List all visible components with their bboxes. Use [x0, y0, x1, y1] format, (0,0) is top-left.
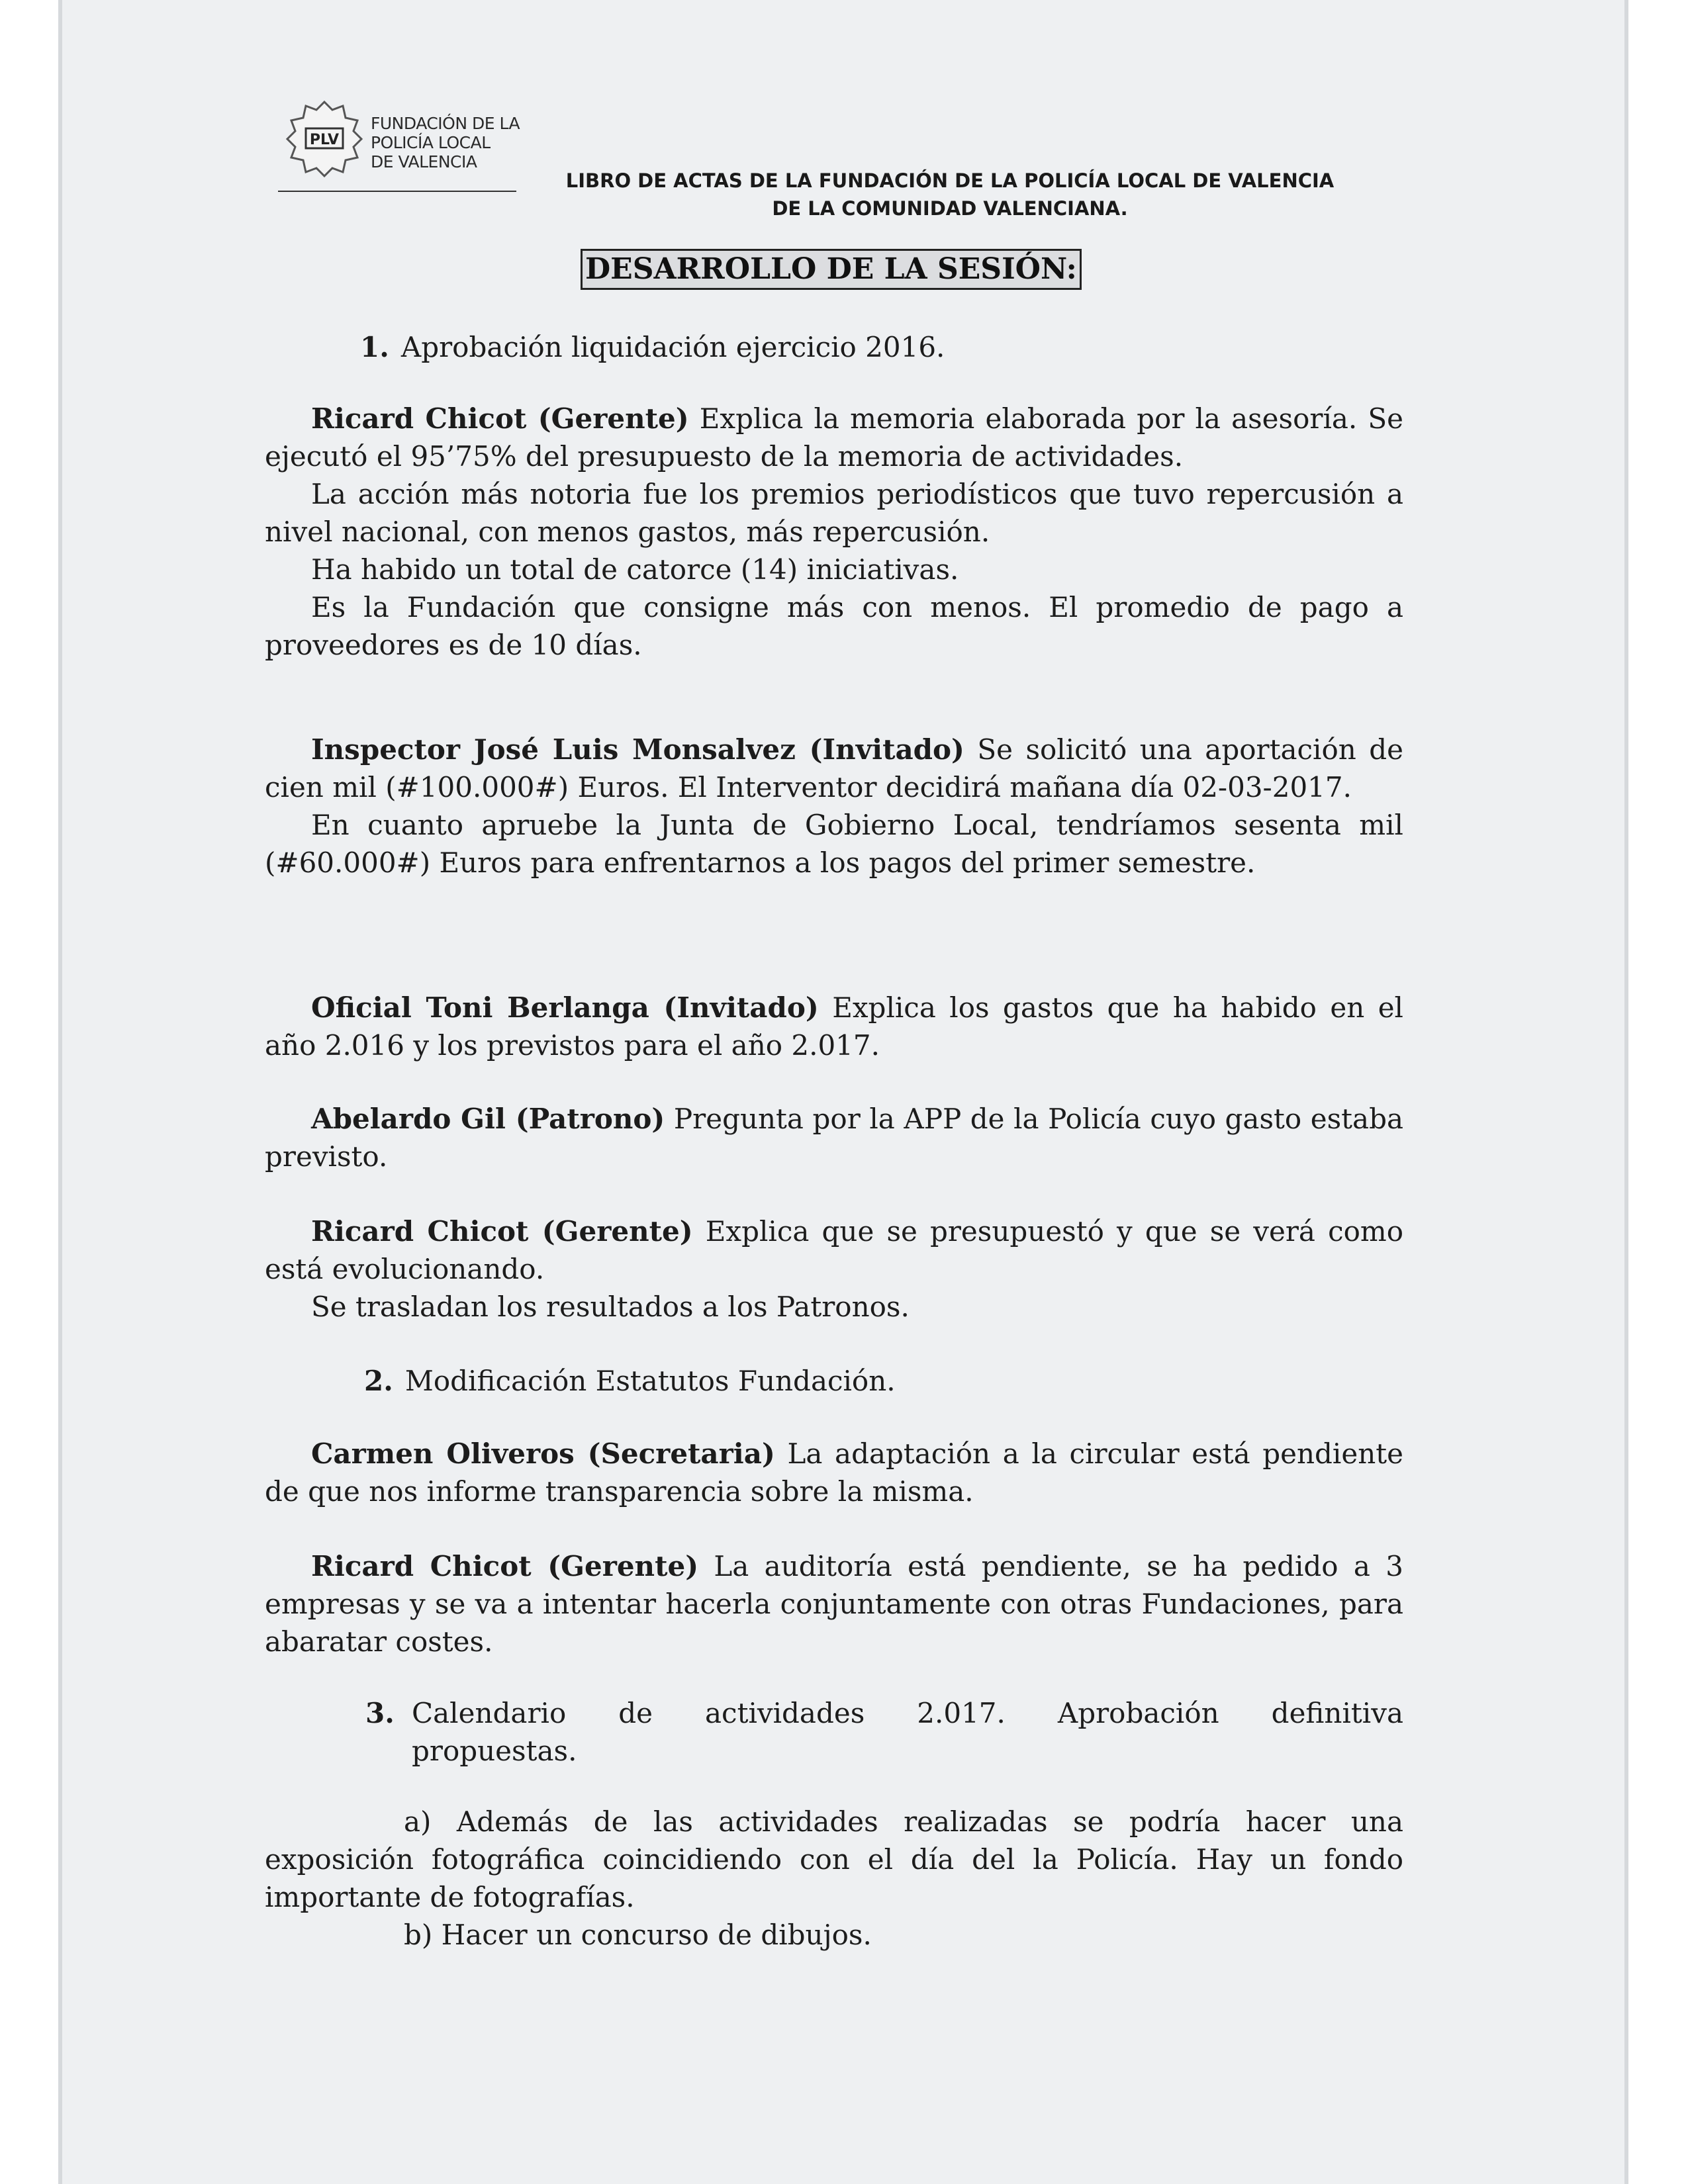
item-number: 1. [360, 331, 389, 363]
speaker-name: Oficial Toni Berlanga (Invitado) [311, 991, 819, 1024]
paragraph-text: Explica los gastos que ha habido en el año 2.016 y los previstos para el año 2.017. [265, 991, 1403, 1062]
list-item [265, 1916, 1403, 1954]
agenda-item-3-title: Calendario de actividades 2.017. Aprobación definitiva [412, 1697, 1403, 1729]
paragraph-chicot-3 [265, 1547, 1403, 1661]
paragraph-text: Se solicitó una aportación de cien mil (#100.000#) Euros. El Interventor decidirá mañana día 02-03-2017. [265, 733, 1403, 803]
paragraph-monsalvez [265, 731, 1403, 882]
paragraph-text: Se trasladan los resultados a los Patronos. [311, 1291, 910, 1323]
speaker-name: Ricard Chicot (Gerente) [311, 402, 689, 435]
agenda-item-2 [364, 1362, 896, 1400]
foundation-logo [285, 99, 364, 179]
paragraph-chicot-1 [265, 400, 1403, 664]
list-text: Además de las actividades realizadas se podría hacer una exposición fotográfica coincidiendo con el día del la Policía. Hay un fondo importante de fotografías. [265, 1805, 1403, 1913]
section-heading: DESARROLLO DE LA SESIÓN: [581, 249, 1082, 290]
book-title-line: DE LA COMUNIDAD VALENCIANA. [772, 197, 1128, 220]
proposal-list [265, 1803, 1403, 1954]
paragraph-text: La adaptación a la circular está pendiente de que nos informe transparencia sobre la misma. [265, 1437, 1403, 1508]
org-name-line: FUNDACIÓN DE LA [371, 114, 520, 133]
item-title: Modificación Estatutos Fundación. [404, 1365, 896, 1397]
speaker-name: Ricard Chicot (Gerente) [311, 1215, 693, 1248]
organization-name [371, 114, 520, 171]
paragraph-text: La acción más notoria fue los premios periodísticos que tuvo repercusión a nivel nacional, con menos gastos, más repercusión. [265, 478, 1403, 548]
header-divider [278, 191, 516, 192]
agenda-item-3-number [365, 1694, 406, 1732]
item-number: 3. [365, 1697, 395, 1729]
list-text: Hacer un concurso de dibujos. [441, 1919, 872, 1951]
speaker-name: Ricard Chicot (Gerente) [311, 1550, 699, 1582]
paragraph-gil [265, 1100, 1403, 1175]
speaker-name: Carmen Oliveros (Secretaria) [311, 1437, 775, 1470]
book-title-line: LIBRO DE ACTAS DE LA FUNDACIÓN DE LA POLICÍA LOCAL DE VALENCIA [565, 169, 1335, 192]
scan-edge-right [1624, 0, 1628, 2184]
org-name-line: POLICÍA LOCAL [371, 133, 491, 152]
agenda-item-1 [360, 328, 945, 366]
list-label: a) [404, 1805, 432, 1838]
paragraph-text: Ha habido un total de catorce (14) iniciativas. [311, 553, 959, 586]
speaker-name: Inspector José Luis Monsalvez (Invitado) [311, 733, 964, 766]
book-title [490, 167, 1410, 222]
item-title: Aprobación liquidación ejercicio 2016. [400, 331, 945, 363]
paragraph-text: En cuanto apruebe la Junta de Gobierno Local, tendríamos sesenta mil (#60.000#) Euros para enfrentarnos a los pagos del primer semestre. [265, 809, 1403, 879]
paragraph-text: Pregunta por la APP de la Policía cuyo gasto estaba previsto. [265, 1103, 1403, 1173]
list-item [265, 1803, 1403, 1916]
paragraph-text: Es la Fundación que consigne más con menos. El promedio de pago a proveedores es de 10 días. [265, 591, 1403, 661]
speaker-name: Abelardo Gil (Patrono) [311, 1103, 665, 1135]
logo-text: PLV [309, 132, 340, 148]
paragraph-text: La auditoría está pendiente, se ha pedido a 3 empresas y se va a intentar hacerla conjuntamente con otras Fundaciones, para abaratar costes. [265, 1550, 1403, 1658]
scan-edge-left [58, 0, 62, 2184]
paragraph-text: Explica la memoria elaborada por la asesoría. Se ejecutó el 95’75% del presupuesto de la memoria de actividades. [265, 402, 1403, 473]
org-name-line: DE VALENCIA [371, 152, 477, 171]
list-label: b) [404, 1919, 433, 1951]
paragraph-text: Explica que se presupuestó y que se verá como está evolucionando. [265, 1215, 1403, 1285]
paragraph-chicot-2 [265, 1212, 1403, 1326]
paragraph-berlanga [265, 989, 1403, 1064]
paragraph-oliveros [265, 1435, 1403, 1510]
agenda-item-3-title-cont: propuestas. [412, 1735, 577, 1767]
item-number: 2. [364, 1365, 393, 1397]
